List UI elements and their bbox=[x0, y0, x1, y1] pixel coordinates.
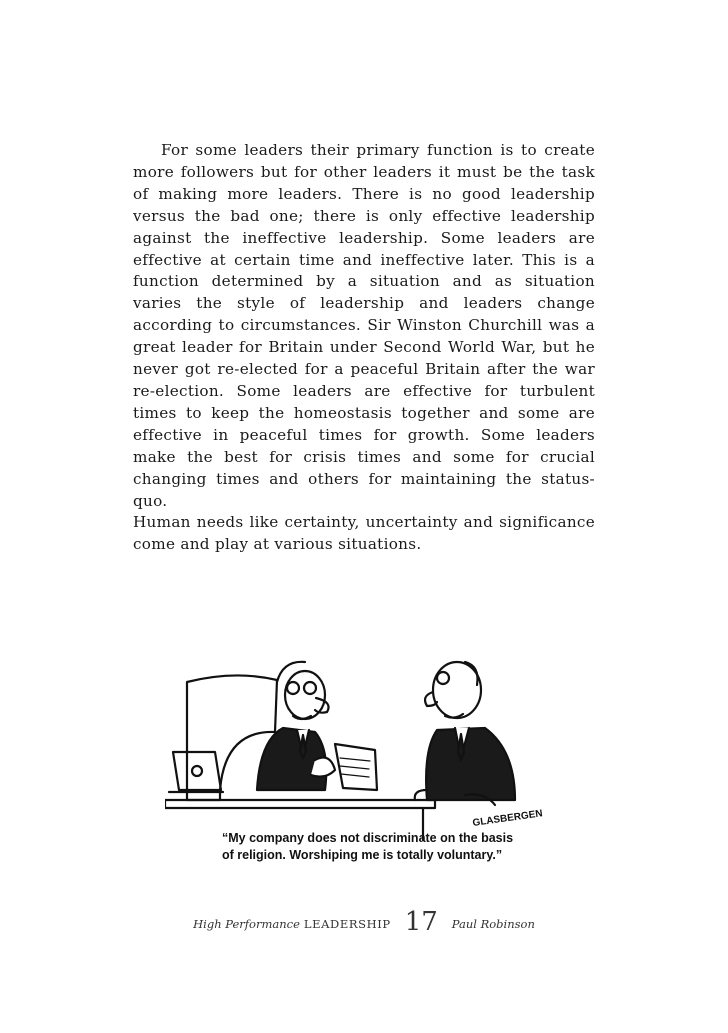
cartoon-caption bbox=[222, 830, 552, 864]
footer-author: Paul Robinson bbox=[451, 917, 535, 931]
footer-book-title: High Performance bbox=[193, 917, 300, 931]
caption-line-2: of religion. Worshiping me is totally voluntary.” bbox=[222, 848, 503, 862]
caption-line-1: “My company does not discriminate on the basis bbox=[222, 831, 514, 845]
page-footer bbox=[0, 895, 728, 935]
cartoonist-signature: GLASBERGEN bbox=[471, 808, 544, 829]
footer-book-title-caps: LEADERSHIP bbox=[303, 917, 391, 931]
body-text bbox=[133, 140, 595, 556]
paragraph-human-needs: Human needs like certainty, uncertainty and significance come and play at various situations. bbox=[133, 513, 595, 554]
page-number: 17 bbox=[404, 907, 438, 937]
paragraph-churchill: For some leaders their primary function is to create more followers but for other leaders it must be the task of making more leaders. There is no good leadership versus the bad one; there is only effective leadership against the ineffective leadership. Some leaders are effective at certain time and ineffective later. This is a function determined by a situation and as situation varies the style of leadership and leaders change according to circumstances. Sir Winston Churchill was a great leader for Britain under Second World War, but he never got re-elected for a peaceful Britain after the war re-election. Some leaders are effective for turbulent times to keep the homeostasis together and some are effective in peaceful times for growth. Some leaders make the best for crisis times and some for crucial changing times and others for maintaining the status-quo. bbox=[133, 141, 595, 510]
